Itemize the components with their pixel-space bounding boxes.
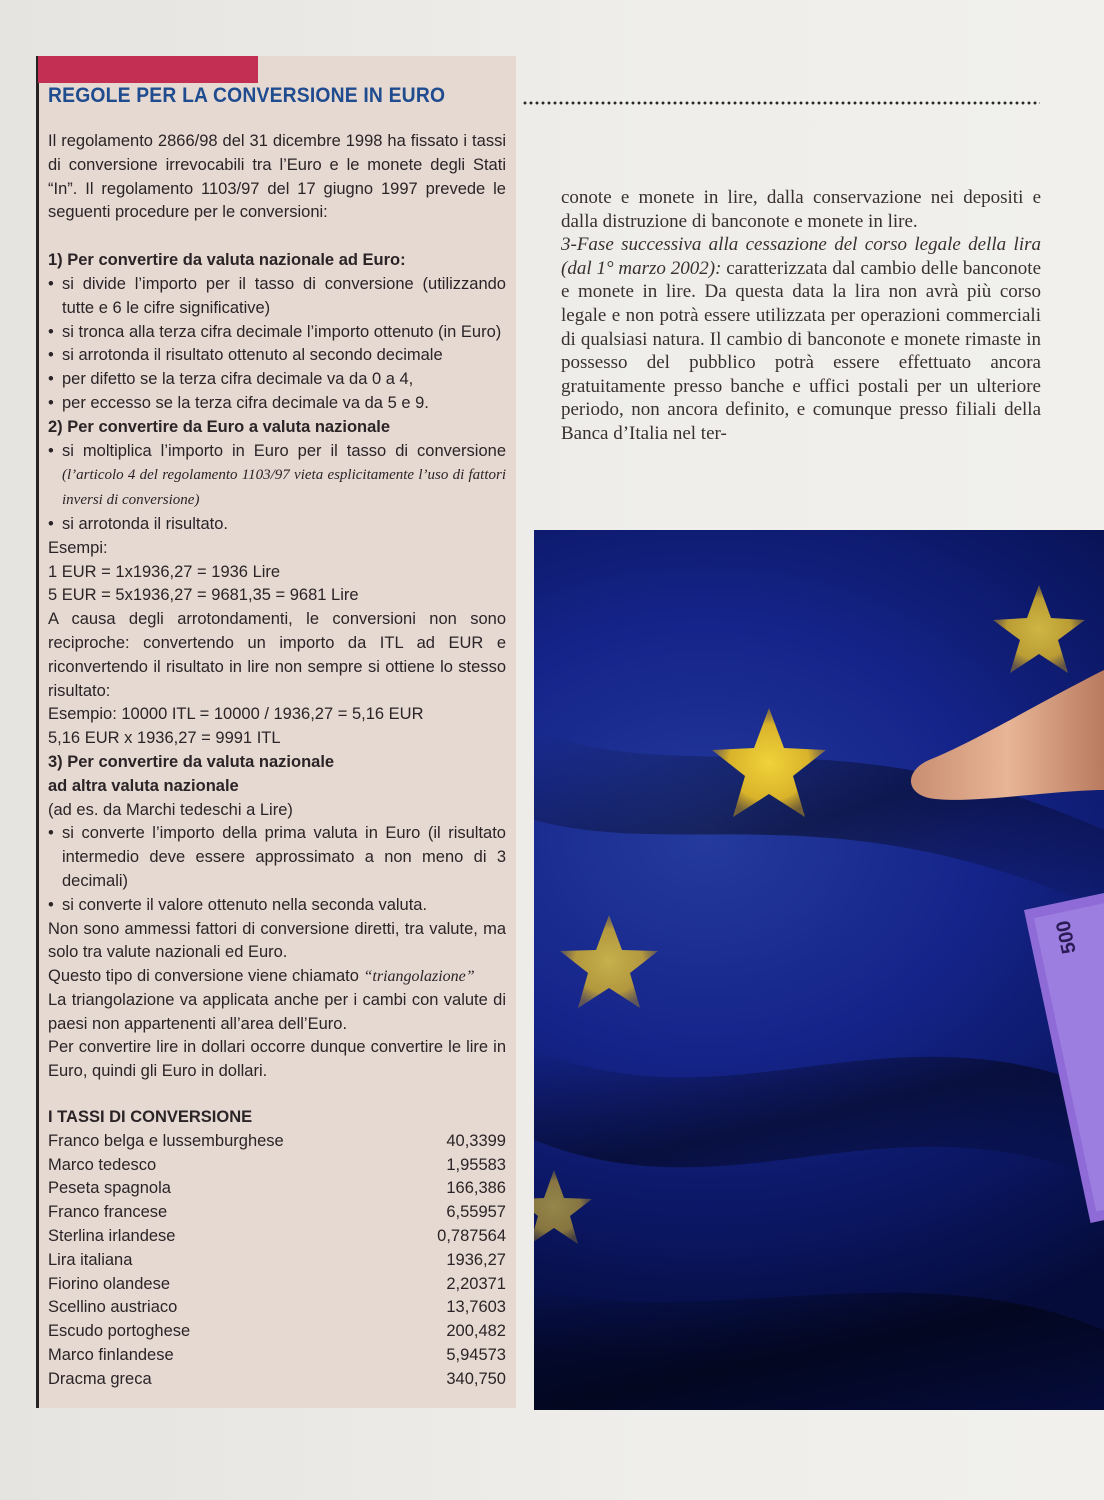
list-item <box>48 440 506 513</box>
intro-paragraph: Il regolamento 2866/98 del 31 dicembre 1998 ha fissato i tassi di conversione irrevocabili tra l’Euro e le monete degli Stati “In”. Il regolamento 1103/97 del 17 giugno 1997 prevede le seguenti procedure per le conversioni: <box>48 132 506 222</box>
table-row <box>48 1130 506 1154</box>
currency-rate: 6,55957 <box>446 1203 506 1222</box>
examples-label: Esempi: <box>48 538 108 557</box>
eu-star <box>534 1170 592 1244</box>
list-item: • si converte il valore ottenuto nella seconda valuta. <box>48 894 506 918</box>
section2-list <box>48 440 506 537</box>
banknote <box>1024 887 1104 1223</box>
section3-para4: Per convertire lire in dollari occorre dunque convertire le lire in Euro, quindi gli Euro in dollari. <box>48 1038 506 1081</box>
para2-prefix: Questo tipo di conversione viene chiamato <box>48 967 364 986</box>
rates-table <box>48 1130 506 1392</box>
table-row <box>48 1296 506 1320</box>
accent-bar <box>38 56 258 83</box>
list-item: • per eccesso se la terza cifra decimale va da 5 e 9. <box>48 392 506 416</box>
currency-name: Franco belga e lussemburghese <box>48 1131 284 1150</box>
section3-list <box>48 822 506 917</box>
currency-rate: 13,7603 <box>446 1298 506 1317</box>
currency-rate: 1936,27 <box>446 1250 506 1269</box>
currency-name: Marco tedesco <box>48 1155 157 1174</box>
list-item: • si converte l’importo della prima valuta in Euro (il risultato intermedio deve essere approssimato a non meno di 3 decimali) <box>48 822 506 893</box>
currency-rate: 340,750 <box>446 1369 506 1388</box>
section3-heading-line1: 3) Per convertire da valuta nazionale <box>48 752 335 771</box>
section1-heading: 1) Per convertire da valuta nazionale ad Euro: <box>48 251 406 270</box>
currency-rate: 166,386 <box>446 1179 506 1198</box>
banknote-value: 500 <box>1052 918 1081 956</box>
currency-name: Sterlina irlandese <box>48 1227 176 1246</box>
section3-para3: La triangolazione va applicata anche per i cambi con valute di paesi non appartenenti all’area dell’Euro. <box>48 990 506 1033</box>
currency-rate: 1,95583 <box>446 1155 506 1174</box>
rates-heading: I TASSI DI CONVERSIONE <box>48 1108 253 1127</box>
eu-star <box>993 585 1085 673</box>
eu-flag-photo <box>534 530 1104 1410</box>
currency-name: Franco francese <box>48 1203 168 1222</box>
section3-para2 <box>48 965 506 989</box>
list-item: • si tronca alla terza cifra decimale l’importo ottenuto (in Euro) <box>48 321 506 345</box>
section3-subtitle: (ad es. da Marchi tedeschi a Lire) <box>48 800 293 819</box>
currency-rate: 40,3399 <box>446 1131 506 1150</box>
currency-rate: 5,94573 <box>446 1346 506 1365</box>
flag-fold-shadow <box>534 1050 1104 1180</box>
table-row <box>48 1249 506 1273</box>
table-row <box>48 1201 506 1225</box>
currency-name: Fiorino olandese <box>48 1274 170 1293</box>
article-paragraph-1: conote e monete in lire, dalla conservazione nei depositi e dalla distruzione di banconote e monete in lire. <box>561 187 1041 232</box>
article-column <box>561 186 1041 446</box>
table-row <box>48 1344 506 1368</box>
flag-fold-shadow <box>534 1290 1104 1410</box>
currency-rate: 200,482 <box>446 1322 506 1341</box>
list-item: • si arrotonda il risultato. <box>48 513 506 537</box>
example-1: 1 EUR = 1x1936,27 = 1936 Lire <box>48 562 281 581</box>
box-body <box>48 130 506 1392</box>
currency-name: Scellino austriaco <box>48 1298 178 1317</box>
eu-star <box>560 915 658 1008</box>
phase-title: 3-Fase successiva alla cessazione del corso legale della lira (dal 1° marzo 2002): <box>561 234 1041 279</box>
list-item: • per difetto se la terza cifra decimale va da 0 a 4, <box>48 368 506 392</box>
table-row <box>48 1320 506 1344</box>
article-note: (l’articolo 4 del regolamento 1103/97 vieta esplicitamente l’uso di fattori inversi di conversione) <box>62 467 506 509</box>
section1-list <box>48 273 506 416</box>
table-row <box>48 1154 506 1178</box>
currency-name: Lira italiana <box>48 1250 133 1269</box>
phase-body: caratterizzata dal cambio delle banconote e monete in lire. Da questa data la lira non avrà più corso legale e non potrà essere utilizzata per operazioni commerciali di qualsiasi natura. Il cambio di banconote e monete rimaste in possesso del pubblico potrà essere effettuato ancora gratuitamente presso banche e uffici postali per un ulteriore periodo, non ancora definito, e comunque presso filiali della Banca d’Italia nel ter- <box>561 257 1041 444</box>
table-row <box>48 1225 506 1249</box>
currency-name: Marco finlandese <box>48 1346 174 1365</box>
table-row <box>48 1177 506 1201</box>
section3-para1: Non sono ammessi fattori di conversione diretti, tra valute, ma solo tra valute nazionali ed Euro. <box>48 919 506 962</box>
example-3: Esempio: 10000 ITL = 10000 / 1936,27 = 5,16 EUR <box>48 705 424 724</box>
currency-name: Dracma greca <box>48 1369 152 1388</box>
article-paragraph-2 <box>561 233 1041 445</box>
section2-heading: 2) Per convertire da Euro a valuta nazionale <box>48 417 391 436</box>
table-row <box>48 1368 506 1392</box>
rounding-note: A causa degli arrotondamenti, le conversioni non sono reciproche: convertendo un importo da ITL ad EUR e riconvertendo il risultato in lire non sempre si ottiene lo stesso risultato: <box>48 610 506 700</box>
currency-name: Escudo portoghese <box>48 1322 191 1341</box>
box-title: REGOLE PER LA CONVERSIONE IN EURO <box>48 84 446 107</box>
currency-rate: 2,20371 <box>446 1274 506 1293</box>
list-item: • si divide l’importo per il tasso di conversione (utilizzando tutte e 6 le cifre significative) <box>48 273 506 321</box>
table-row <box>48 1273 506 1297</box>
dotted-rule <box>522 100 1040 106</box>
example-4: 5,16 EUR x 1936,27 = 9991 ITL <box>48 729 281 748</box>
example-2: 5 EUR = 5x1936,27 = 9681,35 = 9681 Lire <box>48 586 359 605</box>
bullet-text: si moltiplica l’importo in Euro per il tasso di conversione <box>62 441 506 460</box>
currency-name: Peseta spagnola <box>48 1179 171 1198</box>
list-item: • si arrotonda il risultato ottenuto al secondo decimale <box>48 344 506 368</box>
currency-rate: 0,787564 <box>437 1227 506 1246</box>
triangolazione-term: “triangolazione” <box>363 968 475 986</box>
section3-heading-line2: ad altra valuta nazionale <box>48 776 239 795</box>
photo-illustration <box>534 530 1104 1410</box>
finger <box>911 670 1104 800</box>
